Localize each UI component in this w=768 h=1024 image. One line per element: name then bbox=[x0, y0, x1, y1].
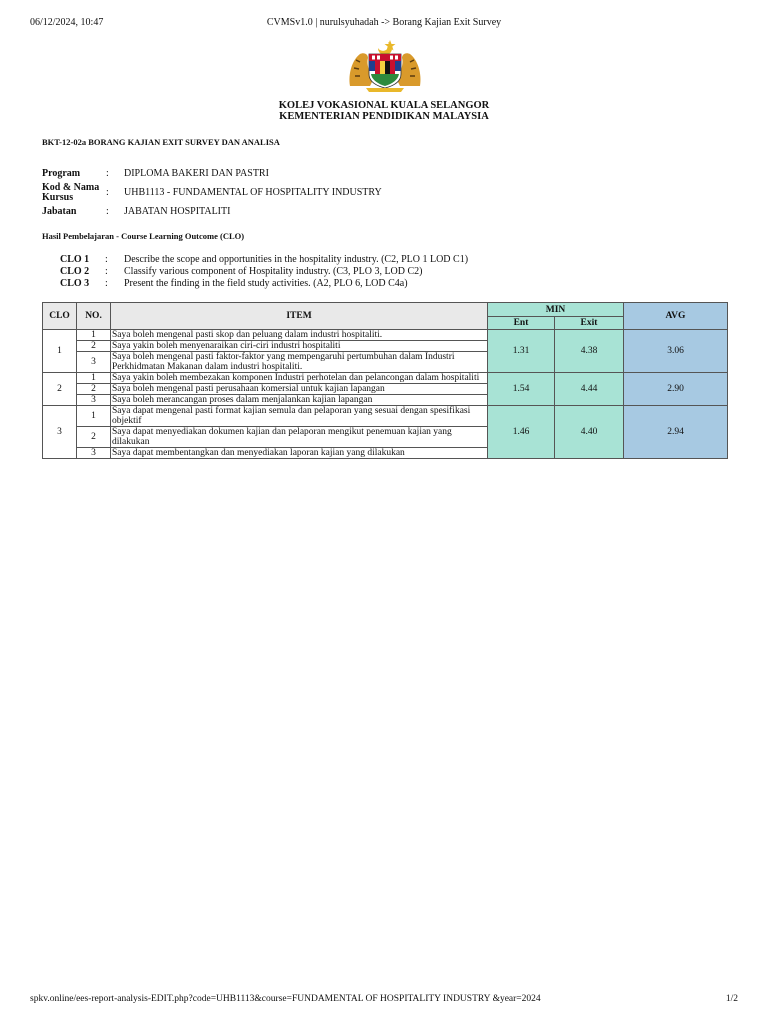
min-ent-value: 1.31 bbox=[488, 330, 555, 373]
item-number: 3 bbox=[77, 448, 111, 459]
department-value: JABATAN HOSPITALITI bbox=[124, 206, 231, 217]
item-number: 1 bbox=[77, 373, 111, 384]
min-exit-value: 4.44 bbox=[555, 373, 624, 406]
item-text: Saya yakin boleh menyenaraikan ciri-ciri industri hospitaliti bbox=[111, 341, 488, 352]
course-row bbox=[42, 183, 382, 203]
header-exit: Exit bbox=[555, 317, 624, 330]
item-number: 1 bbox=[77, 406, 111, 427]
avg-value: 2.94 bbox=[624, 406, 728, 459]
survey-results-table bbox=[42, 302, 728, 459]
item-number: 2 bbox=[77, 427, 111, 448]
course-label-line1: Kod & Nama bbox=[42, 182, 100, 193]
course-value: UHB1113 - FUNDAMENTAL OF HOSPITALITY INDUSTRY bbox=[124, 187, 382, 198]
avg-value: 3.06 bbox=[624, 330, 728, 373]
department-label: Jabatan bbox=[42, 206, 77, 217]
clo-number: 3 bbox=[43, 406, 77, 459]
coat-of-arms-icon bbox=[344, 38, 426, 93]
header-no: NO. bbox=[77, 303, 111, 330]
item-text: Saya yakin boleh membezakan komponen Industri perhotelan dan pelancongan dalam hospitaliti bbox=[111, 373, 488, 384]
separator: : bbox=[105, 278, 108, 289]
header-clo: CLO bbox=[43, 303, 77, 330]
clo-row bbox=[60, 266, 468, 278]
item-number: 2 bbox=[77, 341, 111, 352]
header-min: MIN bbox=[488, 303, 624, 317]
course-info bbox=[42, 169, 382, 221]
print-datetime: 06/12/2024, 10:47 bbox=[30, 17, 104, 28]
avg-value: 2.90 bbox=[624, 373, 728, 406]
clo-list bbox=[60, 254, 468, 290]
separator: : bbox=[106, 206, 109, 217]
min-ent-value: 1.54 bbox=[488, 373, 555, 406]
min-ent-value: 1.46 bbox=[488, 406, 555, 459]
item-text: Saya boleh merancangan proses dalam menjalankan kajian lapangan bbox=[111, 395, 488, 406]
course-label bbox=[42, 183, 106, 203]
institution-name bbox=[0, 100, 768, 122]
separator: : bbox=[105, 254, 108, 265]
item-text: Saya boleh mengenal pasti faktor-faktor yang mempengaruhi pertumbuhan dalam Industri Perkhidmatan Makanan dalam industri hospitaliti. bbox=[111, 352, 488, 373]
clo-row bbox=[60, 254, 468, 266]
program-value: DIPLOMA BAKERI DAN PASTRI bbox=[124, 168, 269, 179]
ministry-name: KEMENTERIAN PENDIDIKAN MALAYSIA bbox=[279, 111, 489, 122]
college-name: KOLEJ VOKASIONAL KUALA SELANGOR bbox=[278, 100, 490, 111]
header-item: ITEM bbox=[111, 303, 488, 330]
item-text: Saya boleh mengenal pasti skop dan peluang dalam industri hospitaliti. bbox=[111, 330, 488, 341]
item-text: Saya dapat membentangkan dan menyediakan laporan kajian yang dilakukan bbox=[111, 448, 488, 459]
table-row bbox=[43, 330, 728, 341]
table-row bbox=[43, 373, 728, 384]
print-page-title: CVMSv1.0 | nurulsyuhadah -> Borang Kajian Exit Survey bbox=[266, 17, 502, 28]
item-number: 3 bbox=[77, 395, 111, 406]
item-number: 3 bbox=[77, 352, 111, 373]
clo-description: Describe the scope and opportunities in the hospitality industry. (C2, PLO 1 LOD C1) bbox=[124, 254, 469, 265]
clo-description: Classify various component of Hospitality industry. (C3, PLO 3, LOD C2) bbox=[124, 266, 423, 277]
clo-number: 1 bbox=[43, 330, 77, 373]
item-text: Saya dapat menyediakan dokumen kajian dan pelaporan mengikut penemuan kajian yang dilakukan bbox=[111, 427, 488, 448]
separator: : bbox=[105, 266, 108, 277]
item-text: Saya dapat mengenal pasti format kajian semula dan pelaporan yang sesuai dengan spesifikasi objektif bbox=[111, 406, 488, 427]
item-number: 2 bbox=[77, 384, 111, 395]
min-exit-value: 4.40 bbox=[555, 406, 624, 459]
print-page-number: 1/2 bbox=[725, 994, 738, 1004]
clo-number: 2 bbox=[43, 373, 77, 406]
department-row bbox=[42, 207, 382, 217]
clo-section-title: Hasil Pembelajaran - Course Learning Outcome (CLO) bbox=[42, 231, 245, 241]
clo-label: CLO 3 bbox=[60, 278, 90, 289]
separator: : bbox=[106, 168, 109, 179]
clo-row bbox=[60, 278, 468, 290]
min-exit-value: 4.38 bbox=[555, 330, 624, 373]
table-row bbox=[43, 406, 728, 427]
print-url: spkv.online/ees-report-analysis-EDIT.php?code=UHB1113&course=FUNDAMENTAL OF HOSPITALITY INDUSTRY &year=2024 bbox=[30, 994, 541, 1004]
item-number: 1 bbox=[77, 330, 111, 341]
separator: : bbox=[106, 187, 109, 198]
header-avg: AVG bbox=[624, 303, 728, 330]
course-label-line2: Kursus bbox=[42, 192, 74, 203]
clo-label: CLO 2 bbox=[60, 266, 90, 277]
clo-description: Present the finding in the field study activities. (A2, PLO 6, LOD C4a) bbox=[124, 278, 408, 289]
form-code: BKT-12-02a BORANG KAJIAN EXIT SURVEY DAN ANALISA bbox=[42, 137, 280, 147]
program-label: Program bbox=[42, 168, 81, 179]
clo-label: CLO 1 bbox=[60, 254, 90, 265]
item-text: Saya boleh mengenal pasti perusahaan komersial untuk kajian lapangan bbox=[111, 384, 488, 395]
program-row bbox=[42, 169, 382, 179]
header-ent: Ent bbox=[488, 317, 555, 330]
